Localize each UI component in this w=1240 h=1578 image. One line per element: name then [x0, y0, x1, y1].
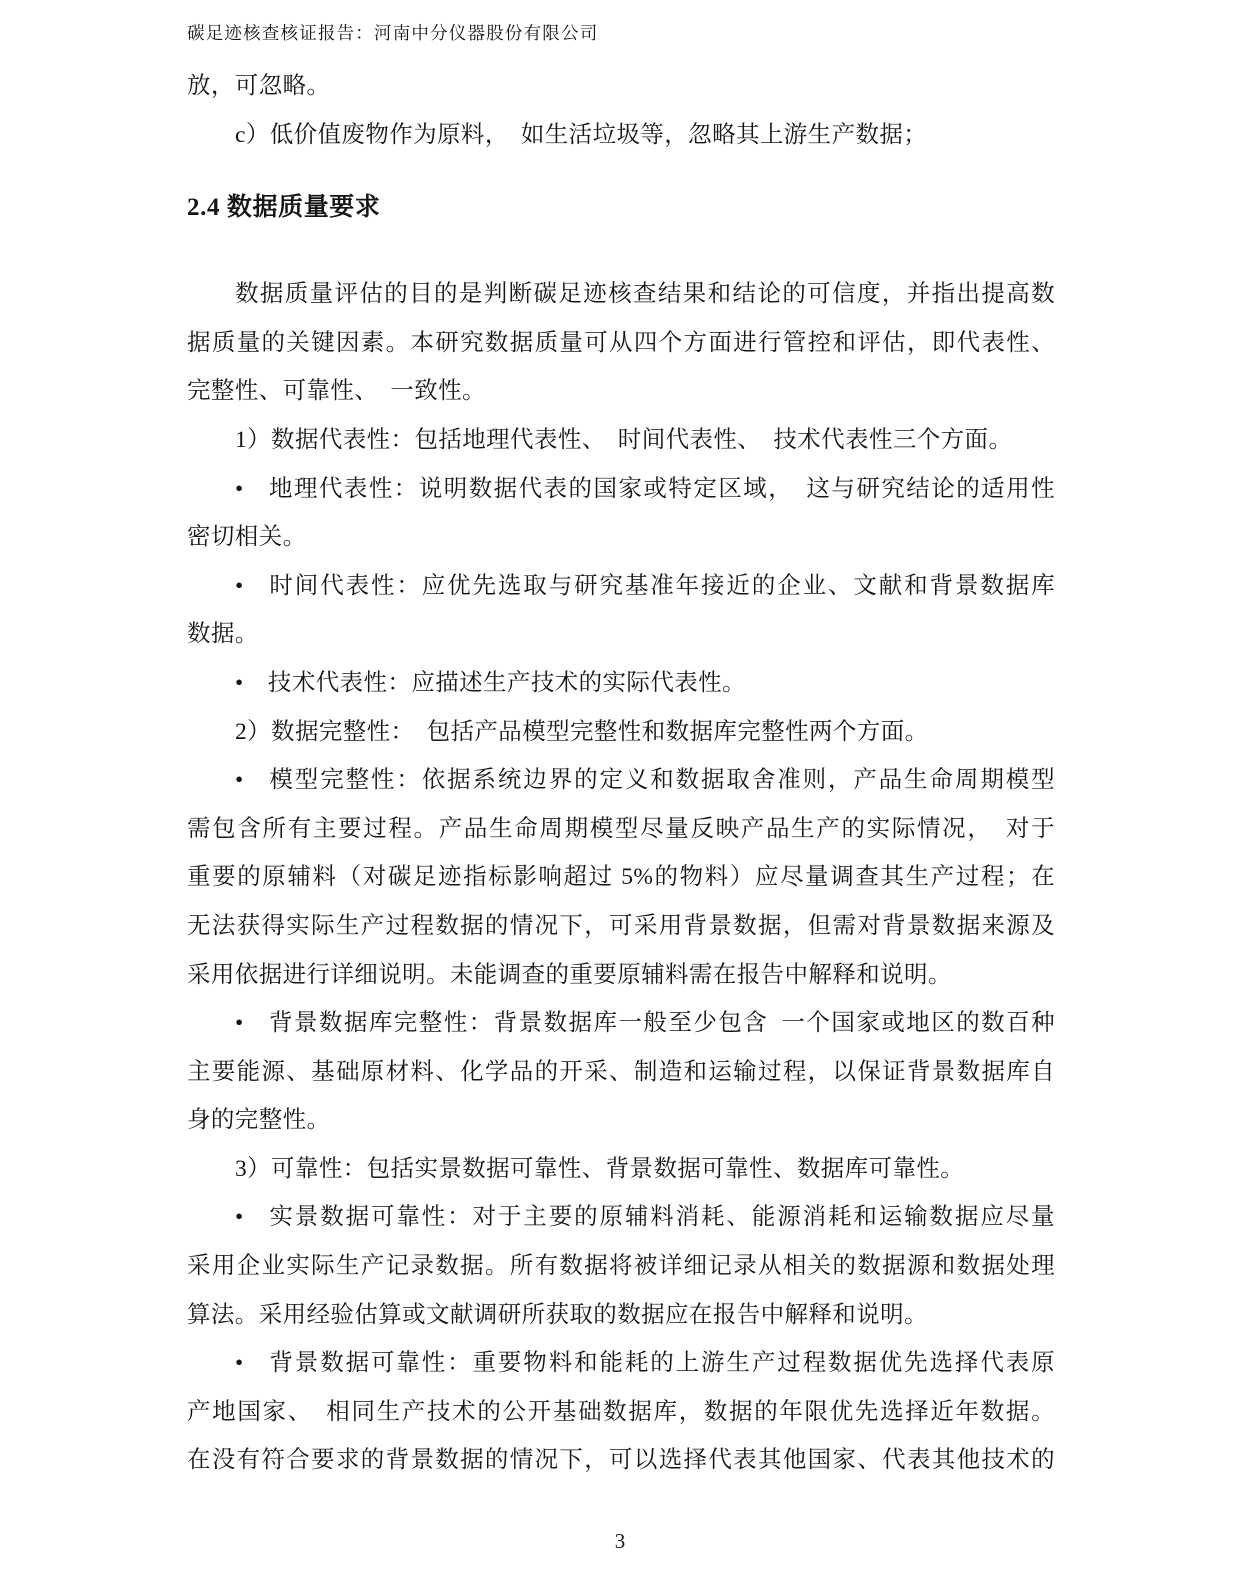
- text-line: • 时间代表性：应优先选取与研究基准年接近的企业、文献和背景数据库: [235, 572, 1055, 599]
- text-line: 身的完整性。: [187, 1107, 331, 1134]
- text-line: 2）数据完整性： 包括产品模型完整性和数据库完整性两个方面。: [235, 718, 929, 745]
- text-line: 密切相关。: [187, 524, 307, 551]
- text-line: 放，可忽略。: [187, 73, 331, 99]
- text-line: 完整性、可靠性、 一致性。: [187, 378, 486, 405]
- text-line: • 模型完整性：依据系统边界的定义和数据取舍准则，产品生命周期模型: [235, 767, 1055, 794]
- text-line: 在没有符合要求的背景数据的情况下，可以选择代表其他国家、代表其他技术的: [187, 1447, 1055, 1474]
- text-line: 采用企业实际生产记录数据。所有数据将被详细记录从相关的数据源和数据处理: [187, 1253, 1055, 1280]
- text-line: 无法获得实际生产过程数据的情况下，可采用背景数据，但需对背景数据来源及: [187, 912, 1055, 939]
- text-line: • 技术代表性：应描述生产技术的实际代表性。: [235, 669, 746, 696]
- page-number: 3: [614, 1529, 626, 1553]
- running-header: 碳足迹核查核证报告：河南中分仪器股份有限公司: [187, 23, 599, 43]
- text-line: 据质量的关键因素。本研究数据质量可从四个方面进行管控和评估，即代表性、: [187, 329, 1055, 356]
- text-line: 主要能源、基础原材料、化学品的开采、制造和运输过程，以保证背景数据库自: [187, 1058, 1055, 1085]
- document-body: [187, 62, 1055, 1485]
- text-line: 3）可靠性：包括实景数据可靠性、背景数据可靠性、数据库可靠性。: [235, 1155, 965, 1182]
- text-line: c）低价值废物作为原料， 如生活垃圾等，忽略其上游生产数据；: [235, 121, 928, 148]
- text-line: 数据质量评估的目的是判断碳足迹核查结果和结论的可信度，并指出提高数: [235, 281, 1055, 308]
- text-line: • 背景数据库完整性：背景数据库一般至少包含 一个国家或地区的数百种: [235, 1010, 1055, 1037]
- text-line: 产地国家、 相同生产技术的公开基础数据库，数据的年限优先选择近年数据。: [187, 1398, 1055, 1425]
- text-line: 1）数据代表性：包括地理代表性、 时间代表性、 技术代表性三个方面。: [235, 426, 1013, 453]
- text-line: • 实景数据可靠性：对于主要的原辅料消耗、能源消耗和运输数据应尽量: [235, 1204, 1055, 1231]
- text-line: 需包含所有主要过程。产品生命周期模型尽量反映产品生产的实际情况， 对于: [187, 815, 1055, 842]
- text-line: • 背景数据可靠性：重要物料和能耗的上游生产过程数据优先选择代表原: [235, 1350, 1055, 1377]
- text-line: • 地理代表性：说明数据代表的国家或特定区域， 这与研究结论的适用性: [235, 475, 1055, 502]
- text-line: 算法。采用经验估算或文献调研所获取的数据应在报告中解释和说明。: [187, 1301, 928, 1328]
- text-line: 数据。: [187, 621, 259, 648]
- section-heading: 2.4 数据质量要求: [187, 194, 381, 222]
- text-line: 采用依据进行详细说明。未能调查的重要原辅料需在报告中解释和说明。: [187, 961, 952, 988]
- text-line: 重要的原辅料（对碳足迹指标影响超过 5%的物料）应尽量调查其生产过程；在: [187, 864, 1055, 891]
